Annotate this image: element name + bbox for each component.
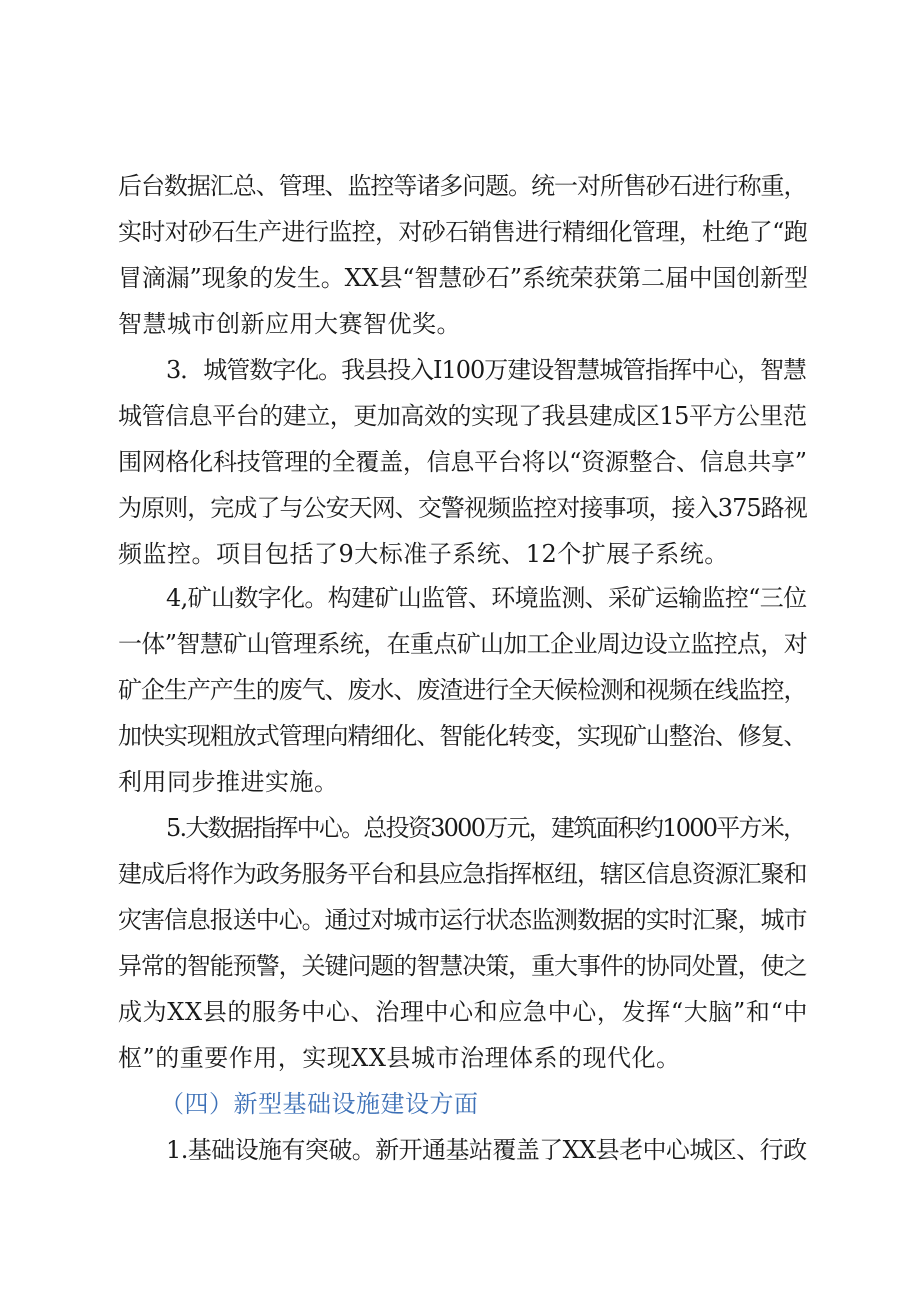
paragraph-line: 为原则，完成了与公安天网、交警视频监控对接事项，接入375路视 [118,494,807,522]
paragraph-line: 后台数据汇总、管理、监控等诸多问题。统一对所售砂石进行称重， [118,172,807,200]
paragraph-line: 枢”的重要作用，实现XX县城市治理体系的现代化。 [118,1044,681,1072]
paragraph-line: 围网格化科技管理的全覆盖，信息平台将以“资源整合、信息共享” [118,448,807,476]
paragraph-line: 矿企生产产生的废气、废水、废渣进行全天候检测和视频在线监控， [118,676,807,704]
paragraph-line: 1.基础设施有突破。新开通基站覆盖了XX县老中心城区、行政 [166,1136,807,1164]
paragraph-line: 3．城管数字化。我县投入I100万建设智慧城管指挥中心，智慧 [166,356,807,384]
paragraph-line: 异常的智能预警，关键问题的智慧决策，重大事件的协同处置，使之 [118,952,807,980]
paragraph-line: 频监控。项目包括了9大标准子系统、12个扩展子系统。 [118,540,729,568]
paragraph-line: 加快实现粗放式管理向精细化、智能化转变，实现矿山整治、修复、 [118,722,807,750]
paragraph-line: 4,矿山数字化。构建矿山监管、环境监测、采矿运输监控“三位 [166,584,807,612]
section-heading: （四）新型基础设施建设方面 [160,1090,479,1118]
paragraph-line: 城管信息平台的建立，更加高效的实现了我县建成区15平方公里范 [118,402,807,430]
paragraph-line: 冒滴漏”现象的发生。XX县“智慧砂石”系统荣获第二届中国创新型 [118,264,808,292]
paragraph-line: 一体”智慧矿山管理系统，在重点矿山加工企业周边设立监控点，对 [118,630,808,658]
paragraph-line: 灾害信息报送中心。通过对城市运行状态监测数据的实时汇聚，城市 [118,906,807,934]
paragraph-line: 建成后将作为政务服务平台和县应急指挥枢纽，辖区信息资源汇聚和 [118,860,807,888]
paragraph-line: 成为XX县的服务中心、治理中心和应急中心，发挥“大脑”和“中 [118,998,809,1026]
paragraph-line: 利用同步推进实施。 [118,768,339,796]
paragraph-line: 实时对砂石生产进行监控，对砂石销售进行精细化管理，杜绝了“跑 [118,218,808,246]
paragraph-line: 5.大数据指挥中心。总投资3000万元，建筑面积约1000平方米， [166,814,806,842]
paragraph-line: 智慧城市创新应用大赛智优奖。 [118,310,461,338]
